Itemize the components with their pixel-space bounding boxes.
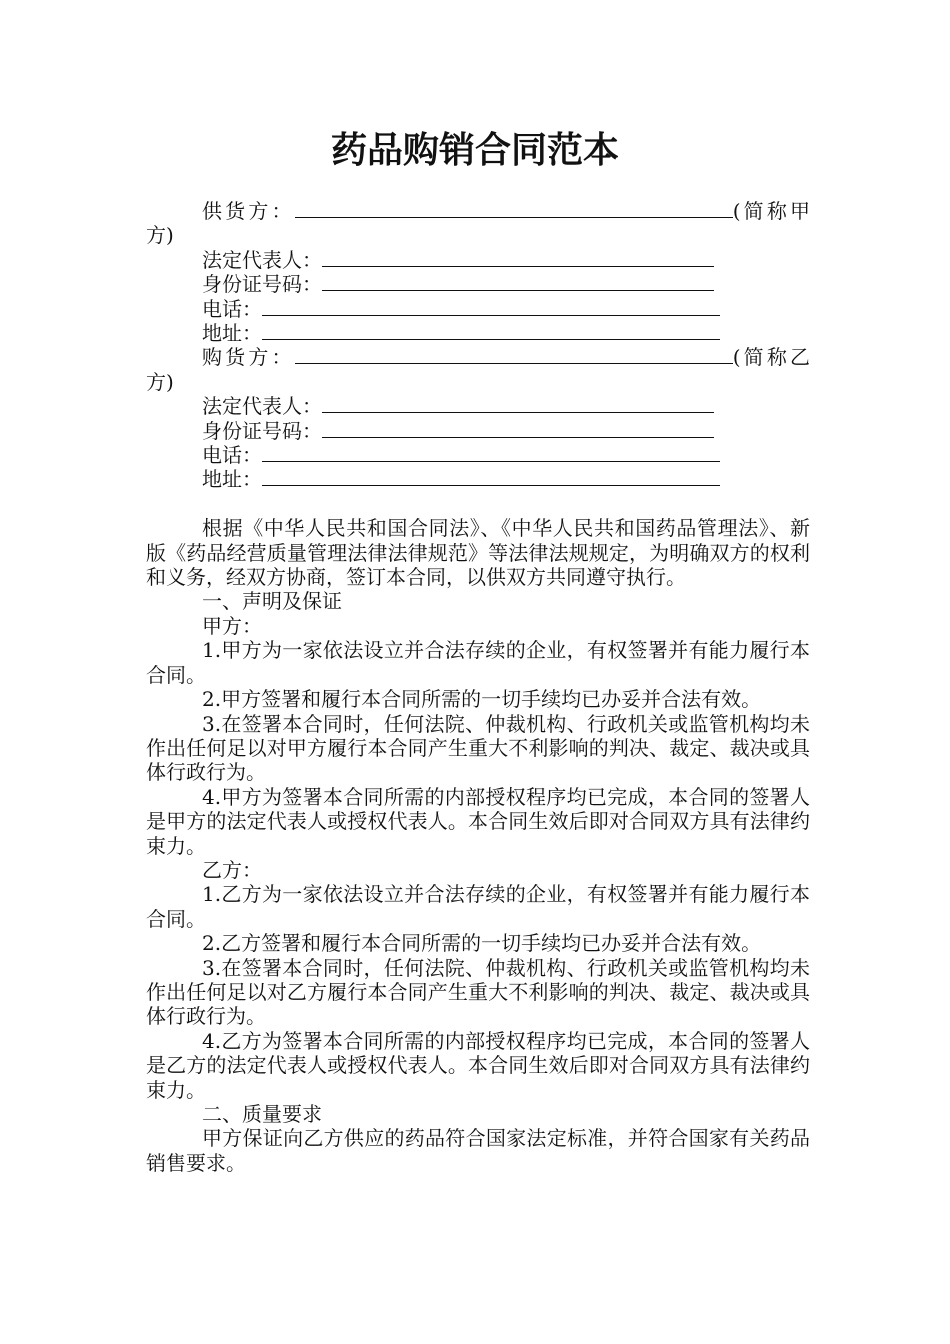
section2-heading: 二、质量要求 — [202, 1102, 322, 1127]
supplier-line — [146, 199, 810, 248]
buyer-label: 购货方： — [202, 345, 295, 370]
field-label: 法定代表人： — [202, 394, 322, 419]
field-label: 法定代表人： — [202, 247, 322, 272]
supplier-abbrev: (简称甲方) — [146, 199, 810, 248]
party-a-item: 2.甲方签署和履行本合同所需的一切手续均已办妥并合法有效。 — [202, 687, 762, 712]
supplier-label: 供货方： — [202, 199, 295, 223]
section1-heading: 一、声明及保证 — [202, 589, 342, 614]
party-a-item: 3.在签署本合同时，任何法院、仲裁机构、行政机关或监管机构均未作出任何足以对甲方履行本合同产生重大不利影响的判决、裁定、裁决或具体行政行为。 — [146, 711, 810, 785]
party-a-item: 1.甲方为一家依法设立并合法存续的企业，有权签署并有能力履行本合同。 — [146, 638, 810, 687]
field-label: 地址： — [202, 321, 262, 346]
supplier-phone-field — [146, 297, 810, 321]
field-blank[interactable] — [262, 470, 720, 486]
field-label: 身份证号码： — [202, 418, 322, 443]
buyer-abbrev: (简称乙方) — [146, 345, 810, 394]
supplier-blank[interactable] — [295, 202, 733, 218]
buyer-rep-field — [146, 394, 810, 418]
field-blank[interactable] — [262, 324, 720, 340]
party-b-item: 2.乙方签署和履行本合同所需的一切手续均已办妥并合法有效。 — [202, 931, 762, 956]
document-title: 药品购销合同范本 — [330, 130, 619, 171]
field-blank[interactable] — [322, 251, 714, 267]
field-label: 电话： — [202, 296, 262, 321]
supplier-id-field — [146, 272, 810, 296]
buyer-id-field — [146, 419, 810, 443]
party-b-item: 1.乙方为一家依法设立并合法存续的企业，有权签署并有能力履行本合同。 — [146, 882, 810, 931]
field-blank[interactable] — [322, 397, 714, 413]
section2-paragraph: 甲方保证向乙方供应的药品符合国家法定标准，并符合国家有关药品销售要求。 — [146, 1126, 810, 1175]
buyer-phone-field — [146, 443, 810, 467]
buyer-address-field — [146, 467, 810, 491]
field-blank[interactable] — [322, 422, 714, 438]
party-b-item: 3.在签署本合同时，任何法院、仲裁机构、行政机关或监管机构均未作出任何足以对乙方履行本合同产生重大不利影响的判决、裁定、裁决或具体行政行为。 — [146, 955, 810, 1029]
field-blank[interactable] — [262, 300, 720, 316]
intro-paragraph: 根据《中华人民共和国合同法》、《中华人民共和国药品管理法》、新版《药品经营质量管理法律法律规范》等法律法规规定，为明确双方的权利和义务，经双方协商，签订本合同，以供双方共同遵守执行。 — [146, 516, 810, 590]
supplier-rep-field — [146, 248, 810, 272]
field-label: 身份证号码： — [202, 272, 322, 297]
field-label: 地址： — [202, 467, 262, 492]
party-b-label: 乙方： — [202, 857, 262, 882]
party-a-item: 4.甲方为签署本合同所需的内部授权程序均已完成，本合同的签署人是甲方的法定代表人或授权代表人。本合同生效后即对合同双方具有法律约束力。 — [146, 784, 810, 858]
buyer-blank[interactable] — [295, 348, 733, 364]
field-blank[interactable] — [322, 275, 714, 291]
party-a-label: 甲方： — [202, 613, 262, 638]
party-b-item: 4.乙方为签署本合同所需的内部授权程序均已完成，本合同的签署人是乙方的法定代表人或授权代表人。本合同生效后即对合同双方具有法律约束力。 — [146, 1028, 810, 1102]
spacer — [146, 492, 810, 516]
field-blank[interactable] — [262, 446, 720, 462]
supplier-address-field — [146, 321, 810, 345]
buyer-line — [146, 345, 810, 394]
document-body — [146, 199, 810, 1175]
field-label: 电话： — [202, 443, 262, 468]
